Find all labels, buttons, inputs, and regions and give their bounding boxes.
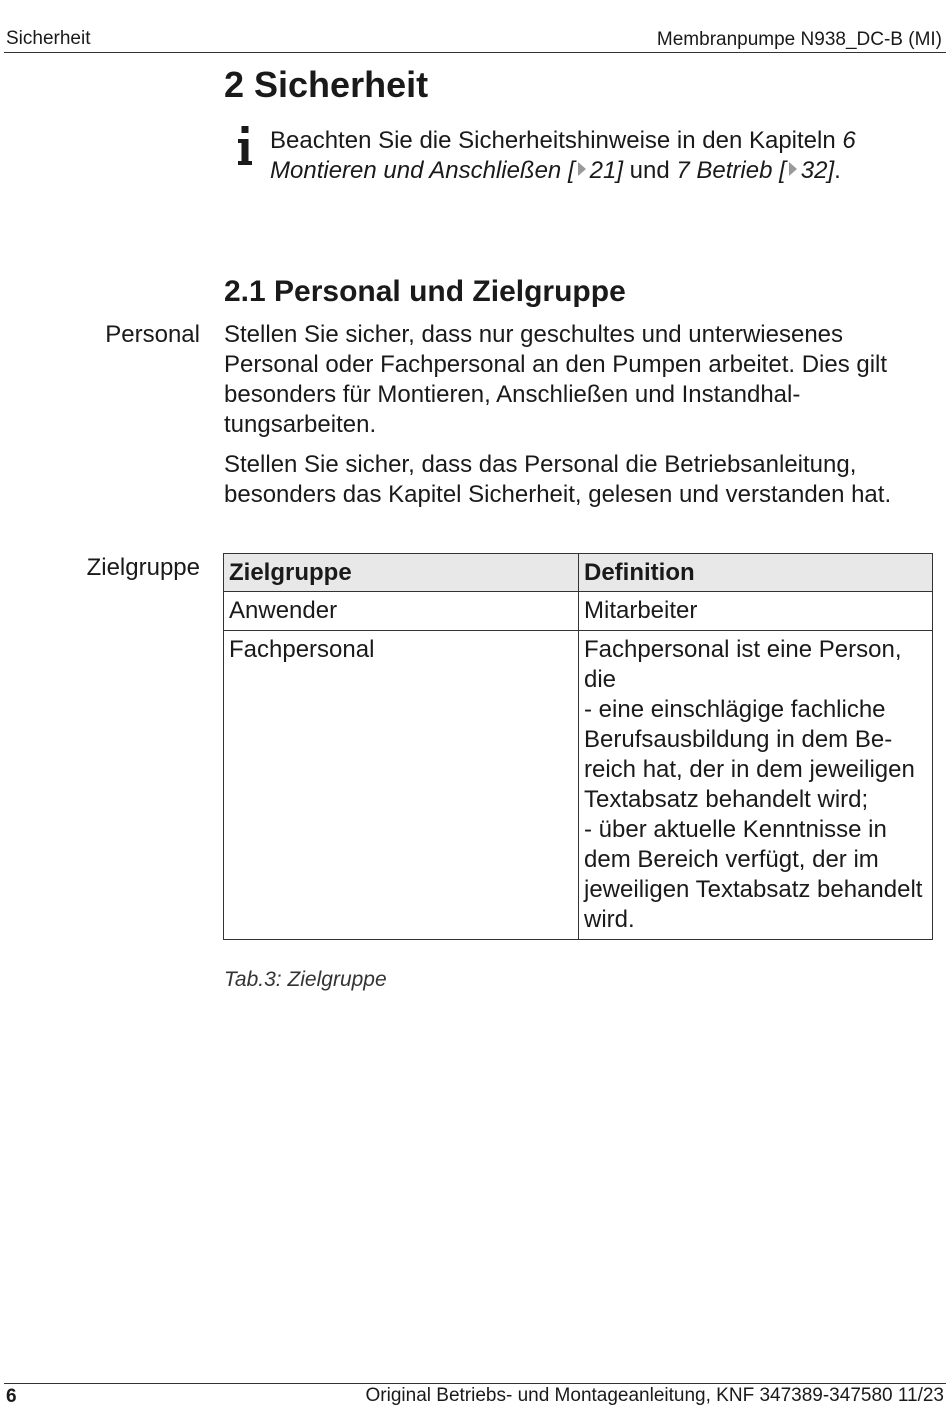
xref-chapter-6-page: 21] bbox=[589, 157, 623, 184]
info-text-before: Beachten Sie die Sicherheitshinweise in den Kapiteln bbox=[270, 127, 843, 154]
column-header-zielgruppe: Zielgruppe bbox=[224, 554, 579, 592]
xref-chapter-7-page: 32] bbox=[800, 157, 835, 184]
definition-line: - über aktuelle Kenntnisse in dem Bereich verfügt, der im jeweiligen Textabsatz behandelt wird. bbox=[584, 816, 923, 933]
margin-label-personal: Personal bbox=[105, 321, 200, 348]
running-header-section: Sicherheit bbox=[6, 28, 91, 49]
table-row bbox=[224, 631, 933, 940]
table-header-row bbox=[224, 554, 933, 592]
xref-chapter-7-title: 7 Betrieb [ bbox=[676, 157, 786, 184]
personal-paragraph-2: Stellen Sie sicher, dass das Personal die Betriebsanleitung, besonders das Kapitel Sicherheit, gelesen und verstanden hat. bbox=[224, 451, 892, 508]
table-cell-definition bbox=[579, 631, 933, 940]
xref-chapter-7[interactable] bbox=[676, 157, 834, 184]
table-cell-group: Fachpersonal bbox=[224, 631, 579, 940]
page-number: 6 bbox=[6, 1386, 17, 1407]
definition-line: - eine einschlägige fachliche Berufsausbildung in dem Bereich hat, der in dem jeweiligen Textabsatz behandelt wird; bbox=[584, 696, 915, 813]
info-note bbox=[270, 126, 920, 186]
table-caption: Tab.3: Zielgruppe bbox=[224, 968, 387, 991]
column-header-definition: Definition bbox=[579, 554, 933, 592]
definition-line: Fachpersonal ist eine Person, die bbox=[584, 636, 902, 693]
margin-label-zielgruppe: Zielgruppe bbox=[86, 554, 200, 581]
info-text-after: . bbox=[834, 157, 841, 184]
info-icon bbox=[236, 126, 254, 166]
zielgruppe-table bbox=[223, 553, 933, 940]
xref-chapter-6-title: 6 Montieren und Anschließen [ bbox=[270, 127, 856, 184]
chapter-title: 2 Sicherheit bbox=[224, 64, 429, 105]
table-cell-definition bbox=[579, 592, 933, 631]
table-cell-group: Anwender bbox=[224, 592, 579, 631]
footer-document-title: Original Betriebs- und Montageanleitung, KNF 347389-347580 11/23 bbox=[365, 1385, 944, 1406]
footer-rule bbox=[4, 1383, 946, 1384]
header-rule bbox=[4, 52, 946, 53]
xref-arrow-icon bbox=[789, 162, 797, 176]
section-title: 2.1 Personal und Zielgruppe bbox=[224, 275, 626, 308]
xref-arrow-icon bbox=[578, 162, 586, 176]
info-text-middle: und bbox=[623, 157, 677, 184]
table-row bbox=[224, 592, 933, 631]
personal-paragraph-1: Stellen Sie sicher, dass nur geschultes und unterwiesenes Personal oder Fachpersonal an den Pumpen arbeitet. Dies gilt besonders für Montieren, Anschließen und Instandhaltungsarbeiten. bbox=[224, 321, 888, 438]
definition-line: Mitarbeiter bbox=[584, 597, 698, 624]
running-header-product: Membranpumpe N938_DC-B (MI) bbox=[656, 29, 942, 50]
